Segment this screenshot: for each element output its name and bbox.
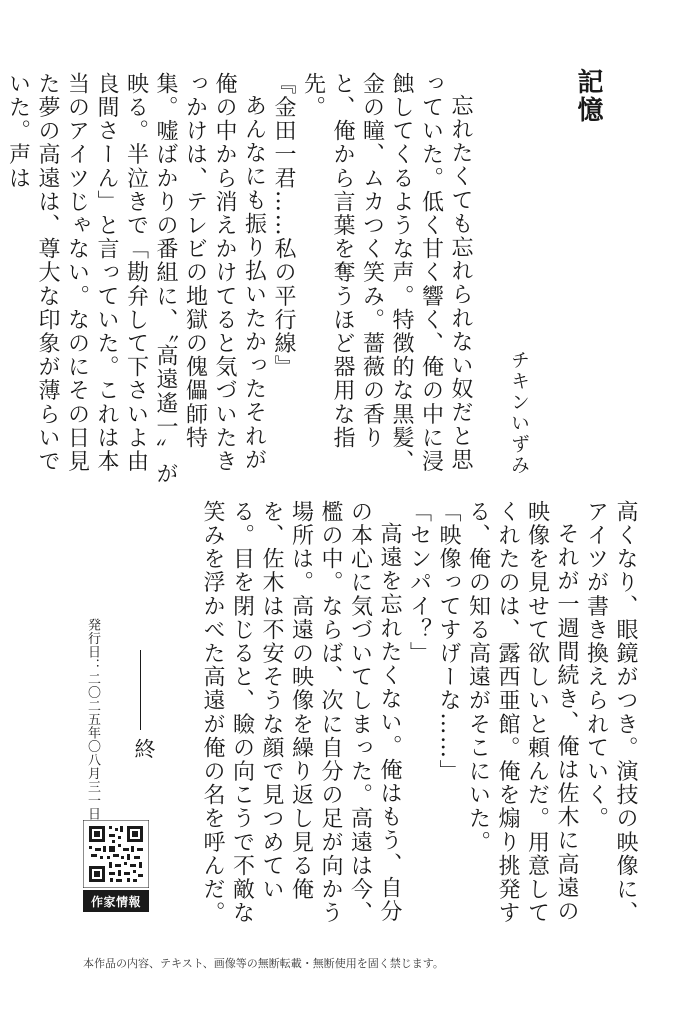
- paragraph: 『金田一君……私の平行線』: [271, 72, 296, 379]
- story-text-upper: [5, 72, 475, 492]
- end-mark-text: 終: [132, 738, 156, 759]
- paragraph: 「センパイ？」: [406, 500, 432, 666]
- story-title: 記憶: [573, 68, 603, 124]
- paragraph: 高遠を忘れたくない。俺はもう、自分の本心に気づいてしまった。高遠は今、檻の中。ならば、次に自分の足が向かう場所は。高遠の映像を繰り返し見る俺を、佐木は不安そうな顔で見つめている。目を閉じると、瞼の向こうで不敵な笑みを浮かべた高遠が俺の名を呼んだ。: [200, 500, 402, 925]
- author-info-label: 作家情報: [83, 890, 149, 912]
- publish-date: 発行日：二〇二五年〇八月三一日: [85, 618, 100, 821]
- paragraph: 忘れたくても忘れられない奴だと思っていた。低く甘く響く、俺の中に浸蝕してくるような声。特徴的な黒髪、金の瞳、ムカつく笑み。薔薇の香りと、俺から言葉を奪うほど器用な指先。: [300, 72, 473, 474]
- author-info-qr[interactable]: [83, 820, 149, 912]
- story-text-lower: [180, 500, 640, 928]
- paragraph: それが一週間続き、俺は佐木に高遠の映像を見せて欲しいと頼んだ。用意してくれたのは、露西亜館。俺を煽り挑発する、俺の知る高遠がそこにいた。: [465, 500, 579, 925]
- qr-code-icon: [83, 820, 149, 888]
- copyright-notice: 本作品の内容、テキスト、画像等の無断転載・無断使用を固く禁じます。: [83, 957, 444, 970]
- author-name: チキンいずみ: [508, 350, 530, 476]
- paragraph: 高くなり、眼鏡がつき。演技の映像に、アイツが書き換えられていく。: [583, 500, 638, 925]
- end-mark: [107, 650, 156, 810]
- paragraph: 「映像ってすげーな……」: [436, 500, 461, 784]
- end-mark-rule: [140, 650, 141, 730]
- paragraph: あんなにも振り払いたかったそれが俺の中から消えかけてると気づいたきっかけは、テレビの地獄の傀儡師特集。嘘ばかりの番組に、〝高遠遙一〟が映る。半泣きで「勘弁して下さいよ由良間さーん」と言っていた。これは本当のアイツじゃない。なのにその日見た夢の高遠は、尊大な印象が薄らいでいた。声は: [5, 72, 267, 486]
